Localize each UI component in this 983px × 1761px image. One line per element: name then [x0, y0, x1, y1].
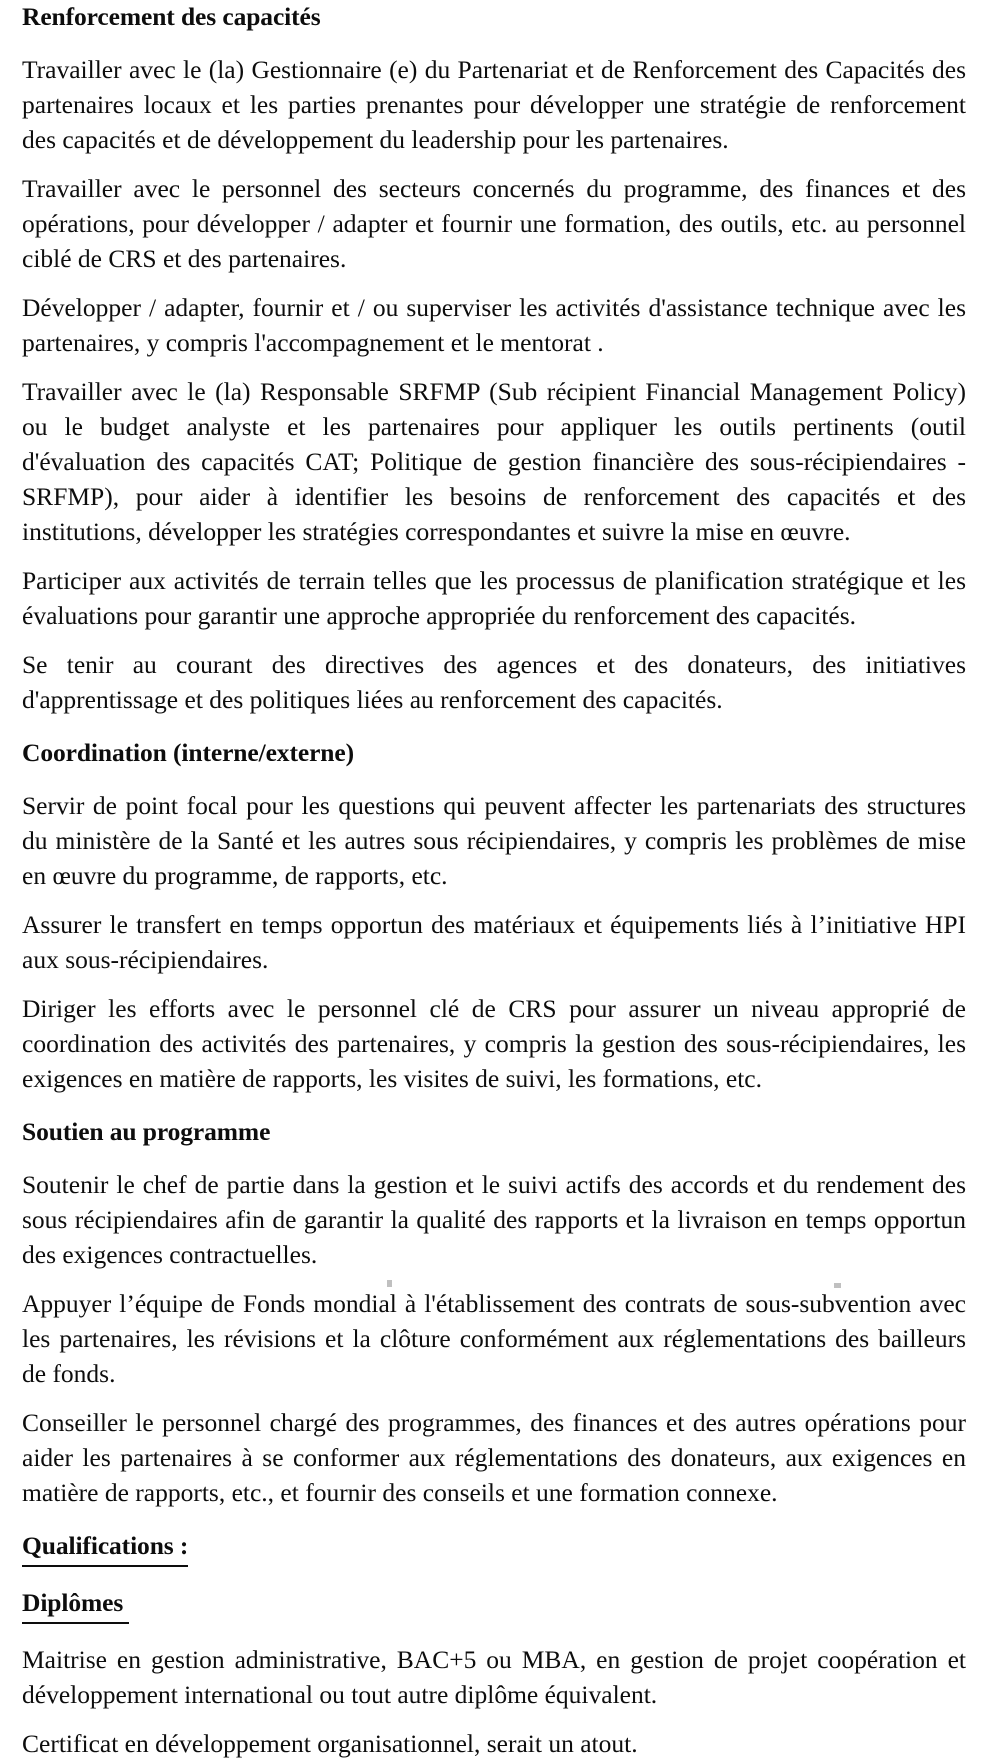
- body-paragraph: Soutenir le chef de partie dans la gestion et le suivi actifs des accords et du rendement des sous récipiendaires afin de garantir la qualité des rapports et la livraison en temps opportun des exigences contractuelles.: [22, 1170, 966, 1269]
- block-spacer: [22, 1096, 966, 1115]
- body-paragraph: Certificat en développement organisationnel, serait un atout.: [22, 1729, 638, 1758]
- section-heading: Renforcement des capacités: [22, 2, 321, 31]
- body-paragraph: Travailler avec le (la) Gestionnaire (e) du Partenariat et de Renforcement des Capacités des partenaires locaux et les parties prenantes pour développer une stratégie de renforcement des capacités et de développement du leadership pour les partenaires.: [22, 55, 966, 154]
- block-spacer: [22, 360, 966, 374]
- block-spacer: [22, 633, 966, 647]
- scan-speck-right: [834, 1283, 841, 1288]
- heading-underline-text: Qualifications :: [22, 1529, 188, 1567]
- body-paragraph: Appuyer l’équipe de Fonds mondial à l'établissement des contrats de sous-subvention avec les partenaires, les révisions et la clôture conformément aux réglementations des bailleurs de fonds.: [22, 1289, 966, 1388]
- section-heading-underlined: [22, 1529, 966, 1567]
- section-heading-underlined: [22, 1586, 966, 1624]
- body-paragraph: Maitrise en gestion administrative, BAC+5 ou MBA, en gestion de projet coopération et développement international ou tout autre diplôme équivalent.: [22, 1645, 966, 1709]
- block-spacer: [22, 1272, 966, 1286]
- block-spacer: [22, 1567, 966, 1586]
- body-paragraph: Assurer le transfert en temps opportun des matériaux et équipements liés à l’initiative HPI aux sous-récipiendaires.: [22, 910, 966, 974]
- block-spacer: [22, 1624, 966, 1642]
- section-heading: Coordination (interne/externe): [22, 738, 354, 767]
- body-paragraph: Développer / adapter, fournir et / ou superviser les activités d'assistance technique avec les partenaires, y compris l'accompagnement et le mentorat .: [22, 293, 966, 357]
- body-paragraph: Participer aux activités de terrain telles que les processus de planification stratégique et les évaluations pour garantir une approche appropriée du renforcement des capacités.: [22, 566, 966, 630]
- heading-underline-text: Diplômes: [22, 1586, 129, 1624]
- body-paragraph: Se tenir au courant des directives des agences et des donateurs, des initiatives d'apprentissage et des politiques liées au renforcement des capacités.: [22, 650, 966, 714]
- body-paragraph: Travailler avec le (la) Responsable SRFMP (Sub récipient Financial Management Policy) ou le budget analyste et les partenaires pour appliquer les outils pertinents (outil d'évaluation des capacités CAT; Politique de gestion financière des sous-récipiendaires - SRFMP), pour aider à identifier les besoins de renforcement des capacités et des institutions, développer les stratégies correspondantes et suivre la mise en œuvre.: [22, 377, 966, 546]
- block-spacer: [22, 276, 966, 290]
- document-body: [22, 0, 966, 1761]
- body-paragraph: Diriger les efforts avec le personnel clé de CRS pour assurer un niveau approprié de coordination des activités des partenaires, y compris la gestion des sous-récipiendaires, les exigences en matière de rapports, les visites de suivi, les formations, etc.: [22, 994, 966, 1093]
- block-spacer: [22, 549, 966, 563]
- body-paragraph: Servir de point focal pour les questions qui peuvent affecter les partenariats des structures du ministère de la Santé et les autres sous récipiendaires, y compris les problèmes de mise en œuvre du programme, de rapports, etc.: [22, 791, 966, 890]
- block-spacer: [22, 1149, 966, 1167]
- block-spacer: [22, 893, 966, 907]
- block-spacer: [22, 770, 966, 788]
- body-paragraph: Conseiller le personnel chargé des programmes, des finances et des autres opérations pour aider les partenaires à se conformer aux réglementations des donateurs, aux exigences en matière de rapports, etc., et fournir des conseils et une formation connexe.: [22, 1408, 966, 1507]
- block-spacer: [22, 1712, 966, 1726]
- block-spacer: [22, 717, 966, 736]
- block-spacer: [22, 1391, 966, 1405]
- block-spacer: [22, 157, 966, 171]
- block-spacer: [22, 34, 966, 52]
- scan-speck-left: [387, 1280, 392, 1287]
- section-heading: Soutien au programme: [22, 1117, 271, 1146]
- block-spacer: [22, 977, 966, 991]
- body-paragraph: Travailler avec le personnel des secteurs concernés du programme, des finances et des opérations, pour développer / adapter et fournir une formation, des outils, etc. au personnel ciblé de CRS et des partenaires.: [22, 174, 966, 273]
- block-spacer: [22, 1510, 966, 1529]
